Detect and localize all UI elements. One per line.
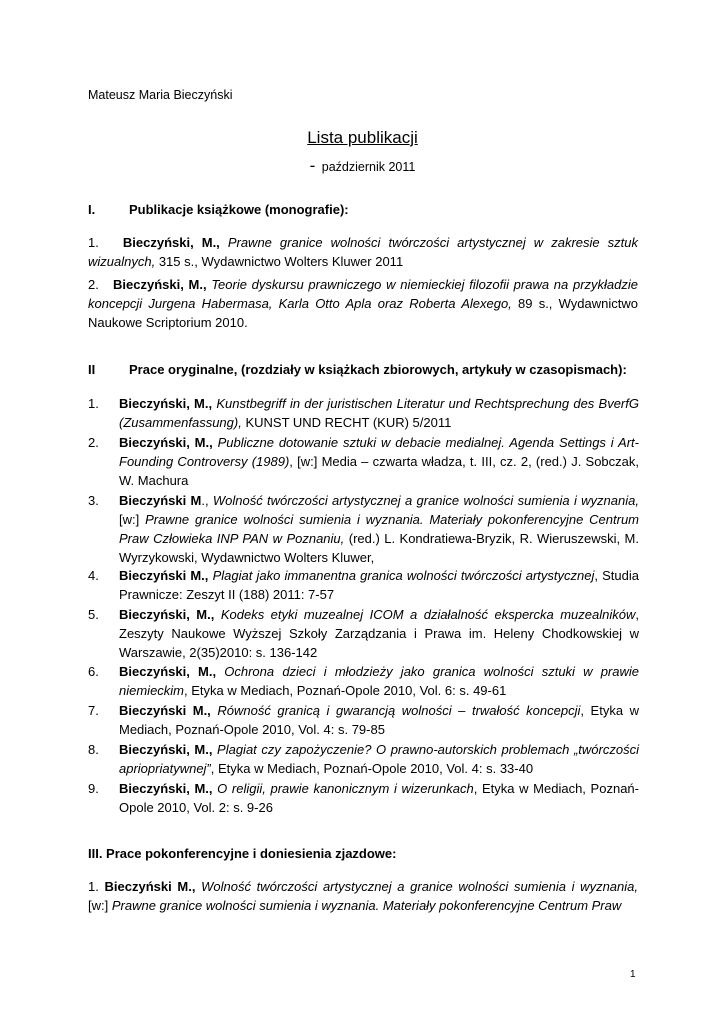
entry-number: 1. bbox=[88, 879, 99, 894]
item-title: Plagiat jako immanentna granica wolności twórczości artystycznej bbox=[212, 568, 595, 583]
item-source: , Zeszyty Naukowe Wyższej Szkoły Zarządzania i Prawa im. Heleny Chodkowskiej w Warszawie, 2(35)2010: s. 136-142 bbox=[119, 607, 639, 660]
publication-item bbox=[88, 662, 639, 700]
item-author: Bieczyński, M., bbox=[119, 435, 213, 450]
item-author: Bieczyński, M., bbox=[119, 664, 217, 679]
entry-publisher: 89 s., Wydawnictwo Naukowe Scriptorium 2010. bbox=[88, 296, 638, 330]
item-number: 3. bbox=[88, 493, 99, 508]
item-title: Publiczne dotowanie sztuki w debacie medialnej. Agenda Settings i Art-Founding Controversy (1989) bbox=[119, 435, 639, 469]
section-heading-2 bbox=[88, 362, 627, 377]
item-source: , Studia Prawnicze: Zeszyt II (188) 2011: 7-57 bbox=[119, 568, 639, 602]
publication-item bbox=[88, 394, 639, 432]
item-source: (red.) L. Kondratiewa-Bryzik, R. Wieruszewski, M. Wyrzykowski, Wydawnictwo Wolters Kluwer, bbox=[119, 531, 639, 565]
publication-item bbox=[88, 701, 639, 739]
item-number: 4. bbox=[88, 568, 99, 583]
item-author: Bieczyński M., bbox=[119, 703, 211, 718]
monograph-entry bbox=[88, 233, 638, 271]
entry-number: 1. bbox=[88, 235, 99, 250]
item-source: , Etyka w Mediach, Poznań-Opole 2010, Vol. 2: s. 9-26 bbox=[119, 781, 639, 815]
section-number: II bbox=[88, 362, 96, 377]
entry-publisher: 315 s., Wydawnictwo Wolters Kluwer 2011 bbox=[158, 254, 404, 269]
entry-author: Bieczyński, M., bbox=[122, 235, 220, 250]
subtitle-date: październik 2011 bbox=[321, 160, 416, 174]
item-title: Ochrona dzieci i młodzieży jako granica wolności sztuki w prawie niemieckim bbox=[119, 664, 639, 698]
conference-entry bbox=[88, 877, 638, 915]
item-number: 9. bbox=[88, 781, 99, 796]
item-title: Plagiat czy zapożyczenie? O prawno-autorskich problemach „twórczości apriopriatywnej” bbox=[119, 742, 639, 776]
monograph-entry bbox=[88, 275, 638, 332]
subtitle-dash: - bbox=[309, 156, 316, 175]
entry-title: Prawne granice wolności twórczości artystycznej w zakresie sztuk wizualnych, bbox=[88, 235, 638, 269]
page-number: 1 bbox=[630, 969, 636, 980]
section-heading-3: III. Prace pokonferencyjne i doniesienia zjazdowe: bbox=[88, 846, 397, 861]
item-number: 6. bbox=[88, 664, 99, 679]
section-number: I. bbox=[88, 202, 96, 217]
item-number: 7. bbox=[88, 703, 99, 718]
author-name: Mateusz Maria Bieczyński bbox=[88, 88, 233, 102]
item-number: 2. bbox=[88, 435, 99, 450]
publication-item bbox=[88, 566, 639, 604]
page-subtitle bbox=[0, 156, 725, 176]
item-number: 1. bbox=[88, 396, 99, 411]
item-author: Bieczyński, M., bbox=[119, 607, 215, 622]
entry-title: Wolność twórczości artystycznej a granice wolności sumienia i wyznania, bbox=[201, 879, 638, 894]
item-punct: ., bbox=[201, 493, 209, 508]
item-source: , [w:] Media – czwarta władza, t. III, cz. 2, (red.) J. Sobczak, W. Machura bbox=[119, 454, 639, 488]
entry-author: Bieczyński, M., bbox=[113, 277, 207, 292]
section-title: Publikacje książkowe (monografie): bbox=[129, 202, 349, 217]
item-title: O religii, prawie kanonicznym i wizerunkach bbox=[217, 781, 474, 796]
item-author: Bieczyński, M., bbox=[119, 742, 213, 757]
section-heading-1 bbox=[88, 202, 349, 217]
page-title: Lista publikacji bbox=[307, 128, 418, 147]
item-author: Bieczyński, M., bbox=[119, 781, 213, 796]
item-book-title: Prawne granice wolności sumienia i wyznania. Materiały pokonferencyjne Centrum Praw Człowieka INP PAN w Poznaniu, bbox=[119, 512, 639, 546]
entry-title: Teorie dyskursu prawniczego w niemieckiej filozofii prawa na przykładzie koncepcji Jurgena Habermasa, Karla Otto Apla oraz Roberta Alexego, bbox=[88, 277, 639, 311]
item-author: Bieczyński M bbox=[119, 493, 202, 508]
section-title: Prace oryginalne, (rozdziały w książkach zbiorowych, artykuły w czasopismach): bbox=[129, 362, 627, 377]
item-title: Kunstbegriff in der juristischen Literatur und Rechtsprechung des BverfG (Zusammenfassung), bbox=[119, 396, 639, 430]
item-source: , Etyka w Mediach, Poznań-Opole 2010, Vol. 4: s. 79-85 bbox=[119, 703, 639, 737]
item-source: , Etyka w Mediach, Poznań-Opole 2010, Vol. 6: s. 49-61 bbox=[184, 683, 507, 698]
item-source: KUNST UND RECHT (KUR) 5/2011 bbox=[245, 415, 452, 430]
item-author: Bieczyński M., bbox=[119, 568, 209, 583]
entry-author: Bieczyński M., bbox=[104, 879, 196, 894]
item-source: , Etyka w Mediach, Poznań-Opole 2010, Vol. 4: s. 33-40 bbox=[210, 761, 534, 776]
publication-item bbox=[88, 779, 639, 817]
item-number: 8. bbox=[88, 742, 99, 757]
item-title: Wolność twórczości artystycznej a granice wolności sumienia i wyznania, bbox=[212, 493, 639, 508]
publication-item bbox=[88, 491, 639, 567]
item-title: Kodeks etyki muzealnej ICOM a działalność ekspercka muzealników bbox=[220, 607, 636, 622]
item-title: Równość granicą i gwarancją wolności – trwałość koncepcji bbox=[217, 703, 581, 718]
item-in: [w:] bbox=[119, 512, 140, 527]
entry-book-title: Prawne granice wolności sumienia i wyznania. Materiały pokonferencyjne Centrum Praw bbox=[111, 898, 622, 913]
publication-item bbox=[88, 740, 639, 778]
item-author: Bieczyński, M., bbox=[119, 396, 213, 411]
entry-in: [w:] bbox=[88, 898, 109, 913]
entry-number: 2. bbox=[88, 277, 99, 292]
item-number: 5. bbox=[88, 607, 99, 622]
publication-item bbox=[88, 433, 639, 490]
publication-item bbox=[88, 605, 639, 662]
